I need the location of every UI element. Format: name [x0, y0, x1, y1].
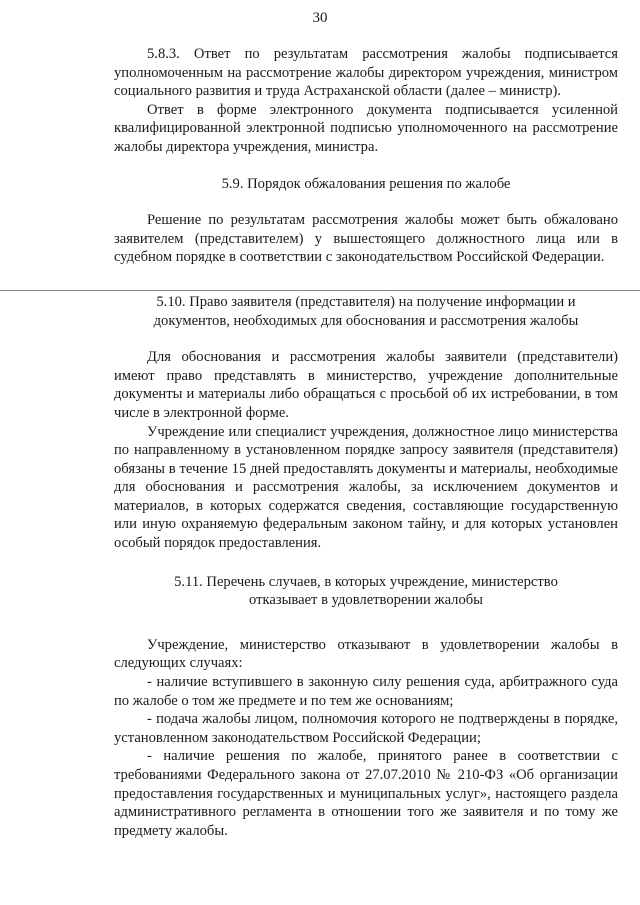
- paragraph: Ответ в форме электронного документа подписывается усиленной квалифицированной электронной подписью уполномоченного на рассмотрение жалобы директора учреждения, министра.: [114, 101, 618, 155]
- section-heading-line: 5.11. Перечень случаев, в которых учреждение, министерство: [174, 573, 558, 590]
- document-body: [114, 45, 618, 840]
- paragraph: Учреждение, министерство отказывают в удовлетворении жалобы в следующих случаях:: [114, 636, 618, 672]
- section-5-9: [114, 175, 618, 267]
- section-heading-line: отказывает в удовлетворении жалобы: [249, 592, 483, 609]
- list-item: - подача жалобы лицом, полномочия которого не подтверждены в порядке, установленном законодательством Российской Федерации;: [114, 711, 618, 746]
- section-heading: 5.9. Порядок обжалования решения по жалобе: [221, 175, 511, 192]
- list-item: - наличие решения по жалобе, принятого ранее в соответствии с требованиями Федерального закона от 27.07.2010 № 210-ФЗ «Об организации предоставления государственных и муниципальных услуг», настоящего раздела административного регламента в отношении того же заявителя и по тому же предмету жалобы.: [114, 748, 618, 839]
- paragraph: Для обоснования и рассмотрения жалобы заявители (представители) имеют право представлять в министерство, учреждение дополнительные документы и материалы либо обращаться с просьбой об их истребовании, в том числе в электронной форме.: [114, 349, 618, 421]
- section-heading-line: 5.10. Право заявителя (представителя) на получение информации и: [156, 293, 576, 310]
- paragraph: Решение по результатам рассмотрения жалобы может быть обжаловано заявителем (представителем) у вышестоящего должностного лица или в судебном порядке в соответствии с законодательством Российской Федерации.: [114, 212, 618, 266]
- paragraph: Учреждение или специалист учреждения, должностное лицо министерства по направленному в установленном порядке запросу заявителя (представителя) обязаны в течение 15 дней предоставлять документы и материалы, необходимые для обоснования и рассмотрения жалобы, за исключением документов и материалов, в которых содержатся сведения, составляющие государственную или иную охраняемую федеральным законом тайну, и для которых установлен особый порядок предоставления.: [114, 423, 618, 552]
- section-5-11: [114, 573, 618, 841]
- section-5-10: [114, 293, 618, 553]
- section-5-8-3: [114, 45, 618, 157]
- paragraph: 5.8.3. Ответ по результатам рассмотрения жалобы подписывается уполномоченным на рассмотрение жалобы директором учреждения, министром социального развития и труда Астраханской области (далее – министр).: [114, 46, 618, 100]
- section-heading-line: документов, необходимых для обоснования и рассмотрения жалобы: [153, 312, 579, 329]
- page-number: 30: [312, 10, 328, 26]
- list-item: - наличие вступившего в законную силу решения суда, арбитражного суда по жалобе о том же предмете и по тем же основаниям;: [114, 674, 618, 709]
